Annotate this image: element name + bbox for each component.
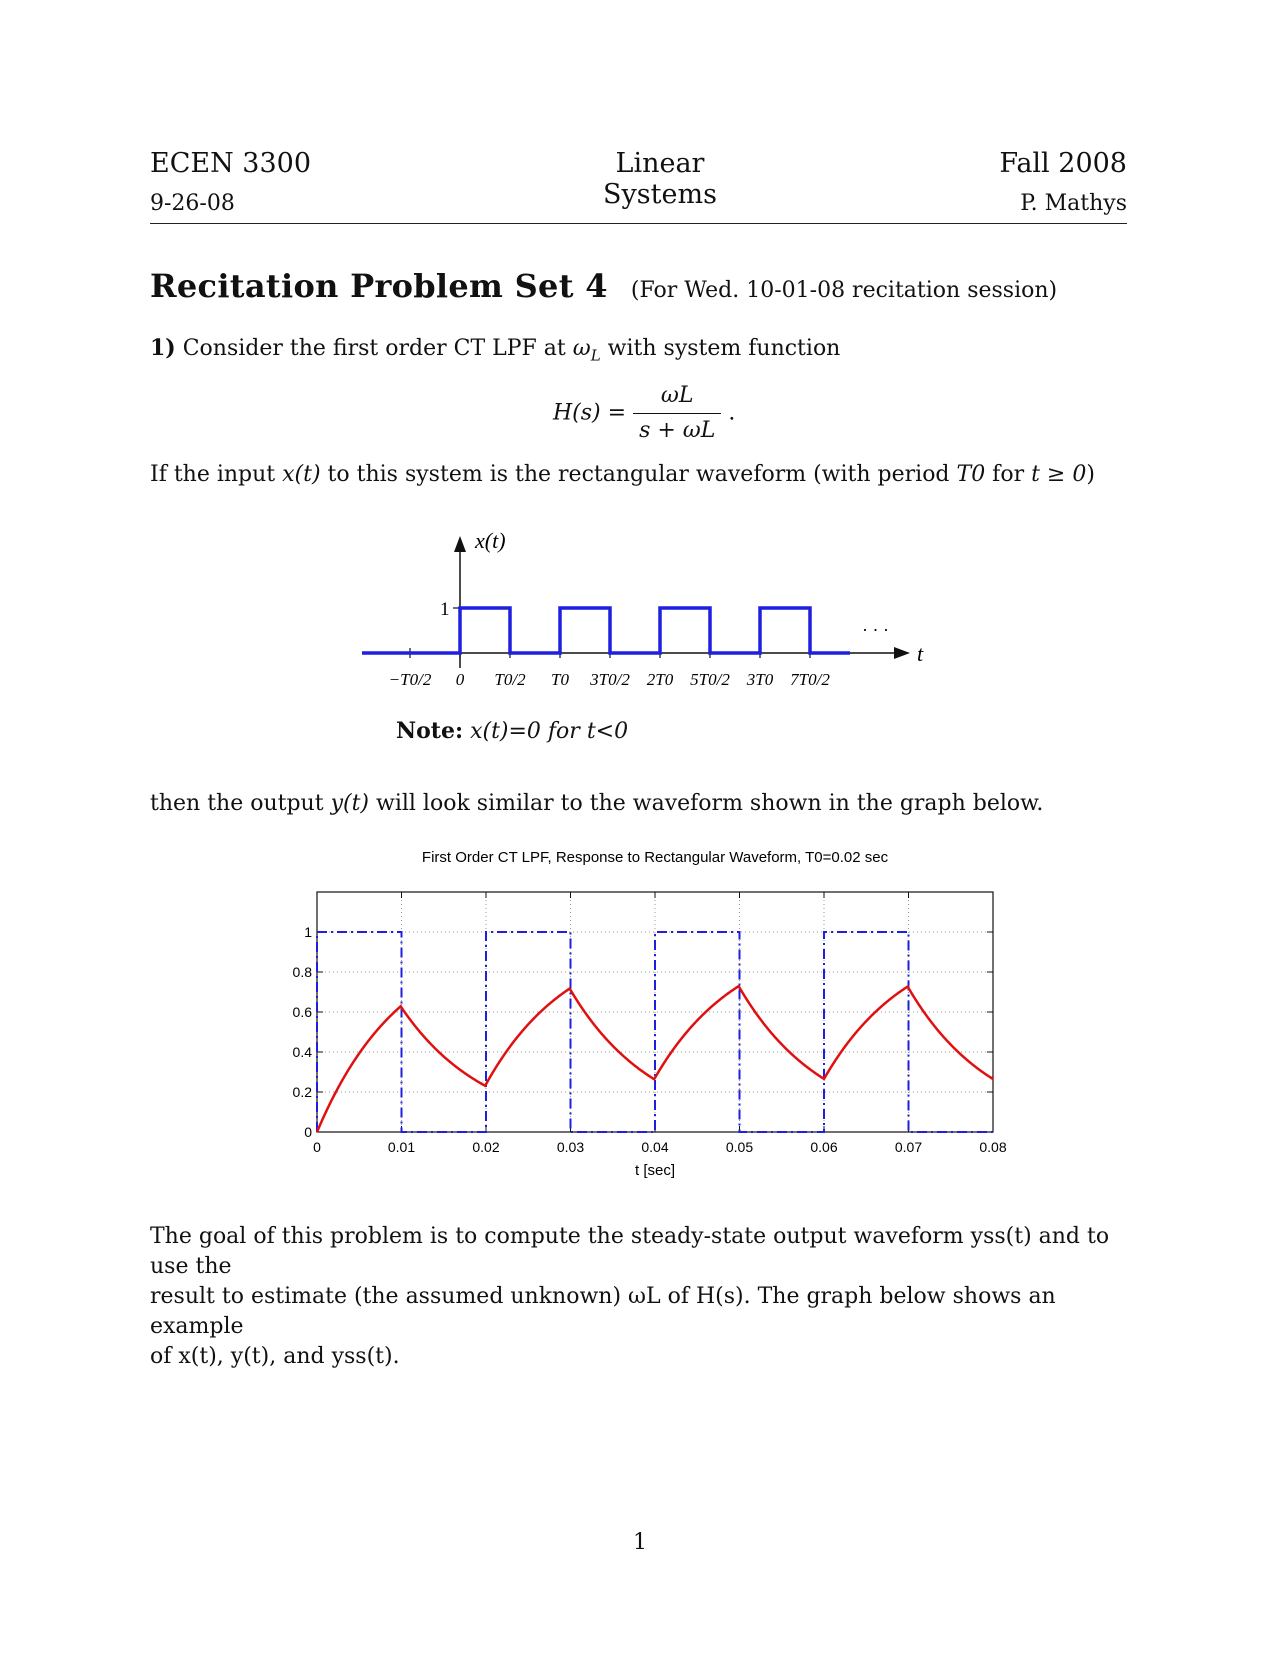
note-label: Note:: [396, 718, 464, 744]
page-number: 1: [633, 1530, 647, 1555]
output-text-a: then the output: [150, 791, 331, 816]
course-code: ECEN 3300: [150, 148, 311, 179]
y-tick-label: 0.6: [292, 1004, 312, 1020]
waveform-tick-label: 2T0: [646, 670, 674, 689]
course-subject: Linear Systems: [603, 148, 717, 210]
waveform-tick-label: T0/2: [494, 670, 526, 689]
x-tick-label: 0.02: [472, 1139, 500, 1155]
eq-period: .: [728, 400, 736, 426]
amplitude-axis-arrow-icon: [454, 536, 466, 552]
output-symbol: y(t): [330, 791, 369, 816]
intro-text-b: with system function: [600, 336, 841, 361]
output-text-b: will look similar to the waveform shown in the graph below.: [369, 791, 1044, 816]
goal-line-3: of x(t), y(t), and yss(t).: [150, 1344, 400, 1369]
input-text-d: ): [1086, 462, 1095, 487]
eq-lhs: H(s) =: [553, 400, 627, 426]
x-tick-label: 0.05: [725, 1139, 754, 1155]
course-term: Fall 2008: [999, 148, 1127, 179]
waveform-xlabel: t: [917, 641, 924, 666]
chart-xlabel: t [sec]: [634, 1162, 676, 1179]
rectangular-waveform: [362, 608, 850, 653]
chart-y-tick-labels: [293, 924, 313, 1140]
eq-denominator: s + ωL: [639, 418, 716, 443]
waveform-tick-label: −T0/2: [388, 670, 432, 689]
output-sentence: [150, 789, 1043, 819]
input-period: T0: [956, 462, 986, 487]
intro-text-a: Consider the first order CT LPF at: [182, 336, 573, 361]
chart-title: First Order CT LPF, Response to Rectangular Waveform, T0=0.02 sec: [421, 849, 889, 866]
y-tick-label: 0: [304, 1124, 312, 1140]
y-tick-label: 0.8: [292, 964, 312, 980]
input-symbol: x(t): [282, 462, 321, 487]
x-tick-label: 0: [313, 1139, 321, 1155]
eq-numerator: ωL: [633, 381, 721, 414]
x-tick-label: 0.01: [387, 1139, 416, 1155]
waveform-tick-labels: [389, 670, 831, 689]
waveform-figure: [0, 0, 1280, 760]
waveform-level-label: 1: [440, 599, 450, 620]
waveform-ylabel: x(t): [475, 528, 506, 553]
waveform-tick-label: 0: [455, 670, 465, 689]
note-text: x(t)=0 for t<0: [470, 719, 629, 744]
y-tick-label: 1: [304, 924, 312, 940]
x-tick-label: 0.07: [894, 1139, 923, 1155]
author: P. Mathys: [1020, 191, 1127, 216]
y-tick-label: 0.2: [292, 1084, 312, 1100]
waveform-note: [396, 716, 628, 747]
waveform-tick-label: 7T0/2: [790, 670, 830, 689]
page-title: Recitation Problem Set 4: [150, 267, 608, 305]
input-text-c: for: [985, 462, 1032, 487]
problem-number: 1): [150, 335, 176, 361]
input-condition: t ≥ 0: [1031, 462, 1087, 487]
x-tick-label: 0.04: [641, 1139, 669, 1155]
lpf-response-chart: [0, 840, 1280, 1180]
waveform-tick-label: T0: [551, 670, 569, 689]
time-axis-arrow-icon: [894, 647, 910, 659]
waveform-ellipsis: · · ·: [862, 620, 889, 640]
x-tick-label: 0.06: [810, 1139, 838, 1155]
omega-symbol: ω: [572, 336, 591, 361]
goal-line-1: The goal of this problem is to compute the steady-state output waveform yss(t) and to use the: [150, 1224, 1110, 1279]
page-subtitle: (For Wed. 10-01-08 recitation session): [630, 278, 1058, 303]
waveform-tick-label: 5T0/2: [690, 670, 730, 689]
x-tick-label: 0.08: [979, 1139, 1007, 1155]
input-text-a: If the input: [150, 462, 283, 487]
chart-x-tick-labels: [313, 1139, 1007, 1155]
goal-paragraph: [150, 1222, 1130, 1372]
waveform-tick-label: 3T0: [746, 670, 774, 689]
waveform-tick-label: 3T0/2: [590, 670, 630, 689]
omega-subscript: L: [590, 346, 601, 365]
handout-date: 9-26-08: [150, 191, 235, 216]
goal-line-2: result to estimate (the assumed unknown) ωL of H(s). The graph below shows an example: [150, 1284, 1056, 1339]
x-tick-label: 0.03: [556, 1139, 585, 1155]
input-text-b: to this system is the rectangular waveform (with period: [320, 462, 957, 487]
y-tick-label: 0.4: [292, 1044, 312, 1060]
